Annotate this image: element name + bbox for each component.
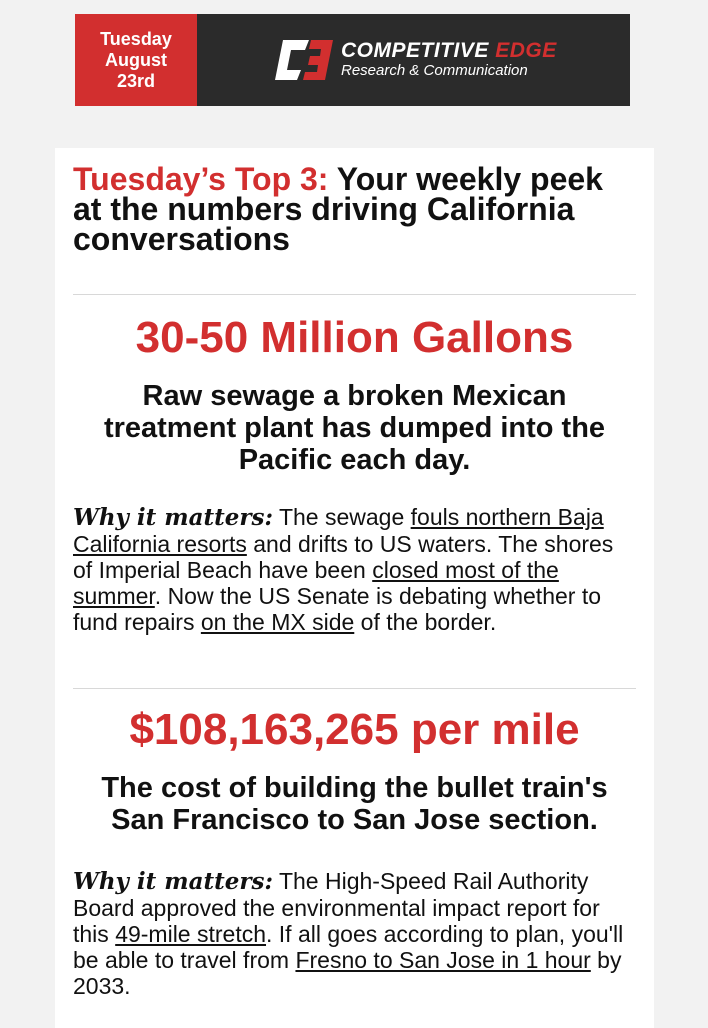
link-49-mile-stretch[interactable]: 49-mile stretch <box>115 921 267 947</box>
paragraph-text: The High-Speed Rail Authority Board approved the environmental impact report for this <box>73 868 600 947</box>
stat-subtitle: The cost of building the bullet train's San Francisco to San Jose section. <box>101 772 608 836</box>
paragraph-text: by 2033. <box>73 947 622 999</box>
page-title <box>73 161 633 257</box>
paragraph-text: and drifts to US waters. The shores of Imperial Beach have been <box>73 531 614 583</box>
date-badge <box>75 14 197 106</box>
stat-number: $108,163,265 per mile <box>129 705 580 754</box>
date-number: 23rd <box>116 70 156 91</box>
paragraph-text: of the border. <box>354 609 497 635</box>
link-fresno-san-jose[interactable]: Fresno to San Jose in 1 hour <box>295 947 591 973</box>
why-label: Why it matters: <box>73 868 273 895</box>
link-baja-resorts[interactable]: fouls northern Baja California resorts <box>73 504 604 557</box>
paragraph-text: . Now the US Senate is debating whether to fund repairs <box>73 583 602 635</box>
brand-name <box>341 40 557 62</box>
date-day: Tuesday <box>100 28 172 49</box>
title-lead: Tuesday’s Top 3: <box>73 161 329 197</box>
stat-number: 30-50 Million Gallons <box>135 313 574 362</box>
title-rest: Your weekly peek at the numbers driving California conversations <box>73 161 603 257</box>
paragraph-text: The sewage <box>272 504 411 530</box>
link-closed-summer[interactable]: closed most of the summer <box>73 557 559 609</box>
link-mx-side[interactable]: on the MX side <box>200 609 355 635</box>
brand-name-part1: COMPETITIVE <box>341 39 489 62</box>
newsletter-card <box>55 148 654 1028</box>
brand-name-part2: EDGE <box>495 39 557 62</box>
paragraph-text: . If all goes according to plan, you'll be able to travel from <box>73 921 624 973</box>
divider <box>73 294 636 295</box>
why-it-matters-paragraph <box>73 504 638 635</box>
date-month: August <box>105 49 167 70</box>
divider <box>73 688 636 689</box>
competitive-edge-logo-icon <box>275 38 335 82</box>
why-label: Why it matters: <box>73 504 273 531</box>
brand-logo[interactable] <box>197 14 630 106</box>
stat-subtitle: Raw sewage a broken Mexican treatment plant has dumped into the Pacific each day. <box>103 380 606 476</box>
why-it-matters-paragraph <box>73 868 638 999</box>
newsletter-header <box>75 14 630 106</box>
brand-tagline: Research & Communication <box>341 62 528 79</box>
